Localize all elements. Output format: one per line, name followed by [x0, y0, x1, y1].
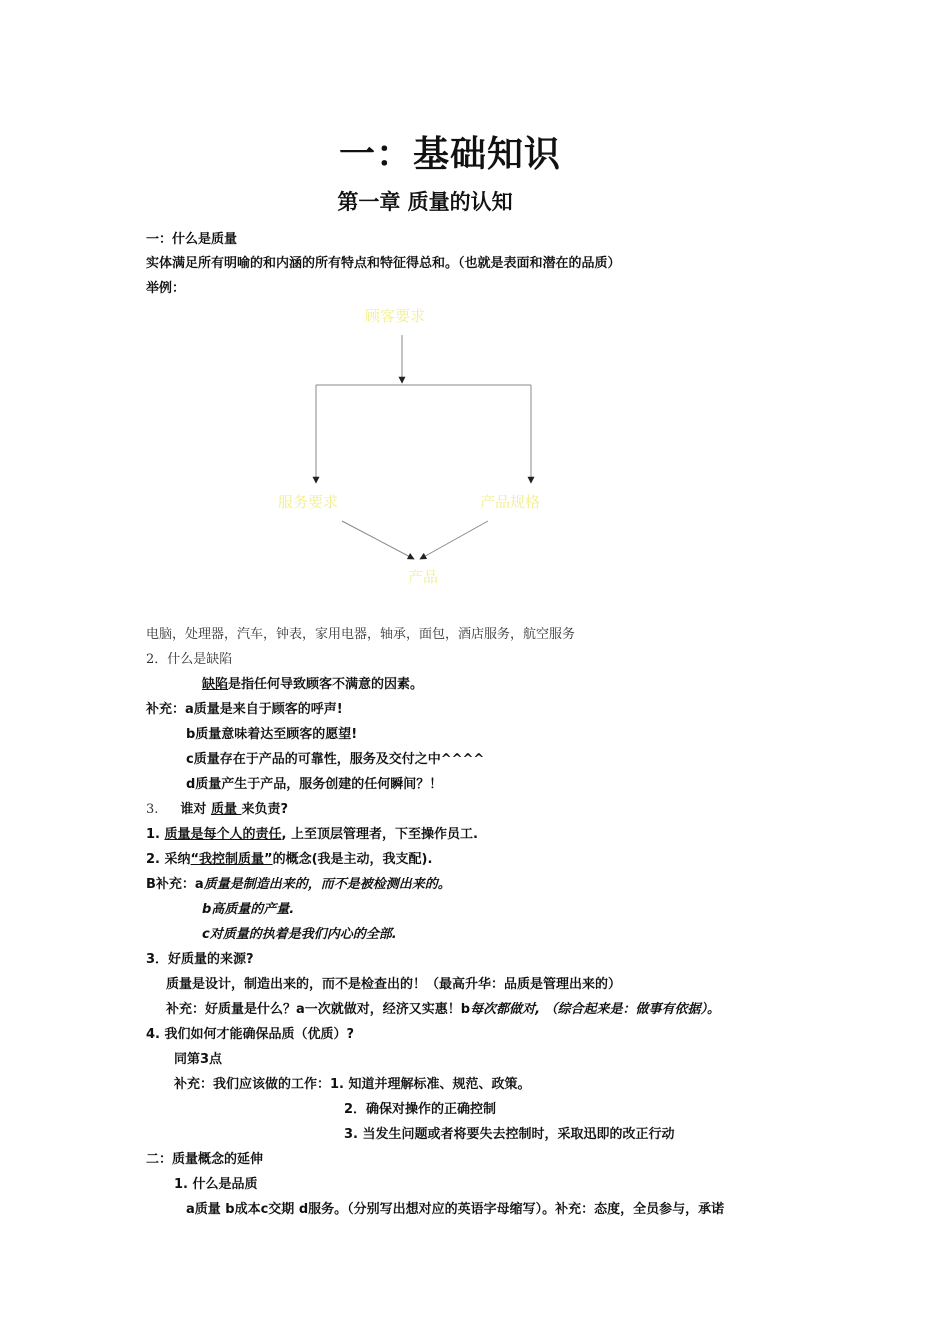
defect-definition-text: 是指任何导致顾客不满意的因素。 — [228, 677, 424, 692]
product-examples: 电脑，处理器，汽车，钟表，家用电器，轴承，面包，酒店服务，航空服务 — [146, 627, 576, 642]
b-supplement-prefix: B补充：a — [146, 877, 204, 892]
section-heading-defect: 2．什么是缺陷 — [146, 652, 233, 667]
good-quality-text: 质量是设计，制造出来的，而不是检查出的！（最高升华：品质是管理出来的） — [166, 977, 622, 992]
node-customer-requirements: 顾客要求 — [364, 307, 426, 325]
item-2-underlined: “我控制质量” — [190, 852, 273, 867]
section-heading-concept-extension: 二：质量概念的延伸 — [146, 1152, 264, 1167]
same-as-point-3: 同第3点 — [174, 1052, 223, 1067]
chapter-title: 第一章 质量的认知 — [337, 190, 513, 214]
item-2-rest: 的概念(我是主动，我支配). — [272, 852, 433, 867]
item-1-underlined: 质量是每个人的责任 — [164, 827, 282, 842]
quality-flow-diagram — [0, 295, 950, 595]
connector-right-to-product — [420, 521, 488, 559]
responsibility-q-post: 来负责? — [241, 802, 289, 817]
b-supplement-c: c对质量的执着是我们内心的全部. — [202, 927, 397, 942]
section-heading-good-quality-source: 3．好质量的来源? — [146, 952, 254, 967]
work-item-1-text: 1. 知道并理解标准、规范、政策。 — [330, 1077, 531, 1092]
work-supp-prefix: 补充：我们应该做的工作： — [174, 1077, 331, 1092]
connector-left-to-product — [342, 521, 414, 559]
section-heading-ensure-quality: 4. 我们如何才能确保品质（优质）? — [146, 1027, 355, 1042]
item-2-number: 2. 采纳 — [146, 852, 191, 867]
work-item-2: 2．确保对操作的正确控制 — [344, 1102, 497, 1117]
work-item-3: 3. 当发生问题或者将要失去控制时，采取迅即的改正行动 — [344, 1127, 675, 1142]
supplement-a — [146, 701, 343, 719]
node-product: 产品 — [407, 568, 439, 586]
defect-term: 缺陷 — [202, 677, 229, 692]
item-1-rest: , 上至顶层管理者，下至操作员工. — [281, 827, 478, 842]
good-quality-supplement — [166, 1001, 720, 1019]
page-title: 一：基础知识 — [338, 134, 561, 175]
good-quality-supp-italic: 每次都做对, （综合起来是：做事有依据）。 — [470, 1002, 721, 1017]
quality-definition: 实体满足所有明喻的和内涵的所有特点和特征得总和。（也就是表面和潜在的品质） — [146, 256, 621, 271]
supplement-c: c质量存在于产品的可靠性，服务及交付之中^^^^ — [186, 752, 485, 767]
responsibility-number: 3. — [146, 802, 159, 817]
responsibility-item-2 — [146, 851, 432, 869]
node-service-requirements: 服务要求 — [277, 493, 339, 511]
defect-definition — [202, 676, 423, 694]
supplement-a-text: a质量是来自于顾客的呼声! — [185, 702, 343, 717]
b-supplement-b: b高质量的产量. — [202, 902, 295, 917]
responsibility-q-term: 质量 — [210, 802, 242, 817]
node-product-specifications: 产品规格 — [479, 493, 541, 511]
supplement-b: b质量意味着达至顾客的愿望! — [186, 727, 358, 742]
example-label: 举例： — [146, 281, 186, 296]
responsibility-item-1 — [146, 826, 478, 844]
section-heading-responsibility — [146, 801, 288, 819]
item-1-number: 1. — [146, 827, 165, 842]
supplement-d: d质量产生于产品，服务创建的任何瞬间？！ — [186, 777, 443, 792]
b-supplement-a — [146, 876, 451, 894]
what-is-quality-sub: 1. 什么是品质 — [174, 1177, 258, 1192]
work-item-1 — [174, 1076, 531, 1094]
b-supplement-a-text: 质量是制造出来的，而不是被检测出来的。 — [203, 877, 451, 892]
section-heading-what-is-quality: 一：什么是质量 — [146, 232, 238, 247]
responsibility-q-pre: 谁对 — [180, 802, 211, 817]
quality-elements-text: a质量 b成本c交期 d服务。（分别写出想对应的英语字母缩写）。补充：态度，全员参与，承诺 — [186, 1202, 725, 1217]
good-quality-supp-pre: 补充：好质量是什么？a一次就做对，经济又实惠！b — [166, 1002, 471, 1017]
supplement-prefix: 补充： — [146, 702, 186, 717]
